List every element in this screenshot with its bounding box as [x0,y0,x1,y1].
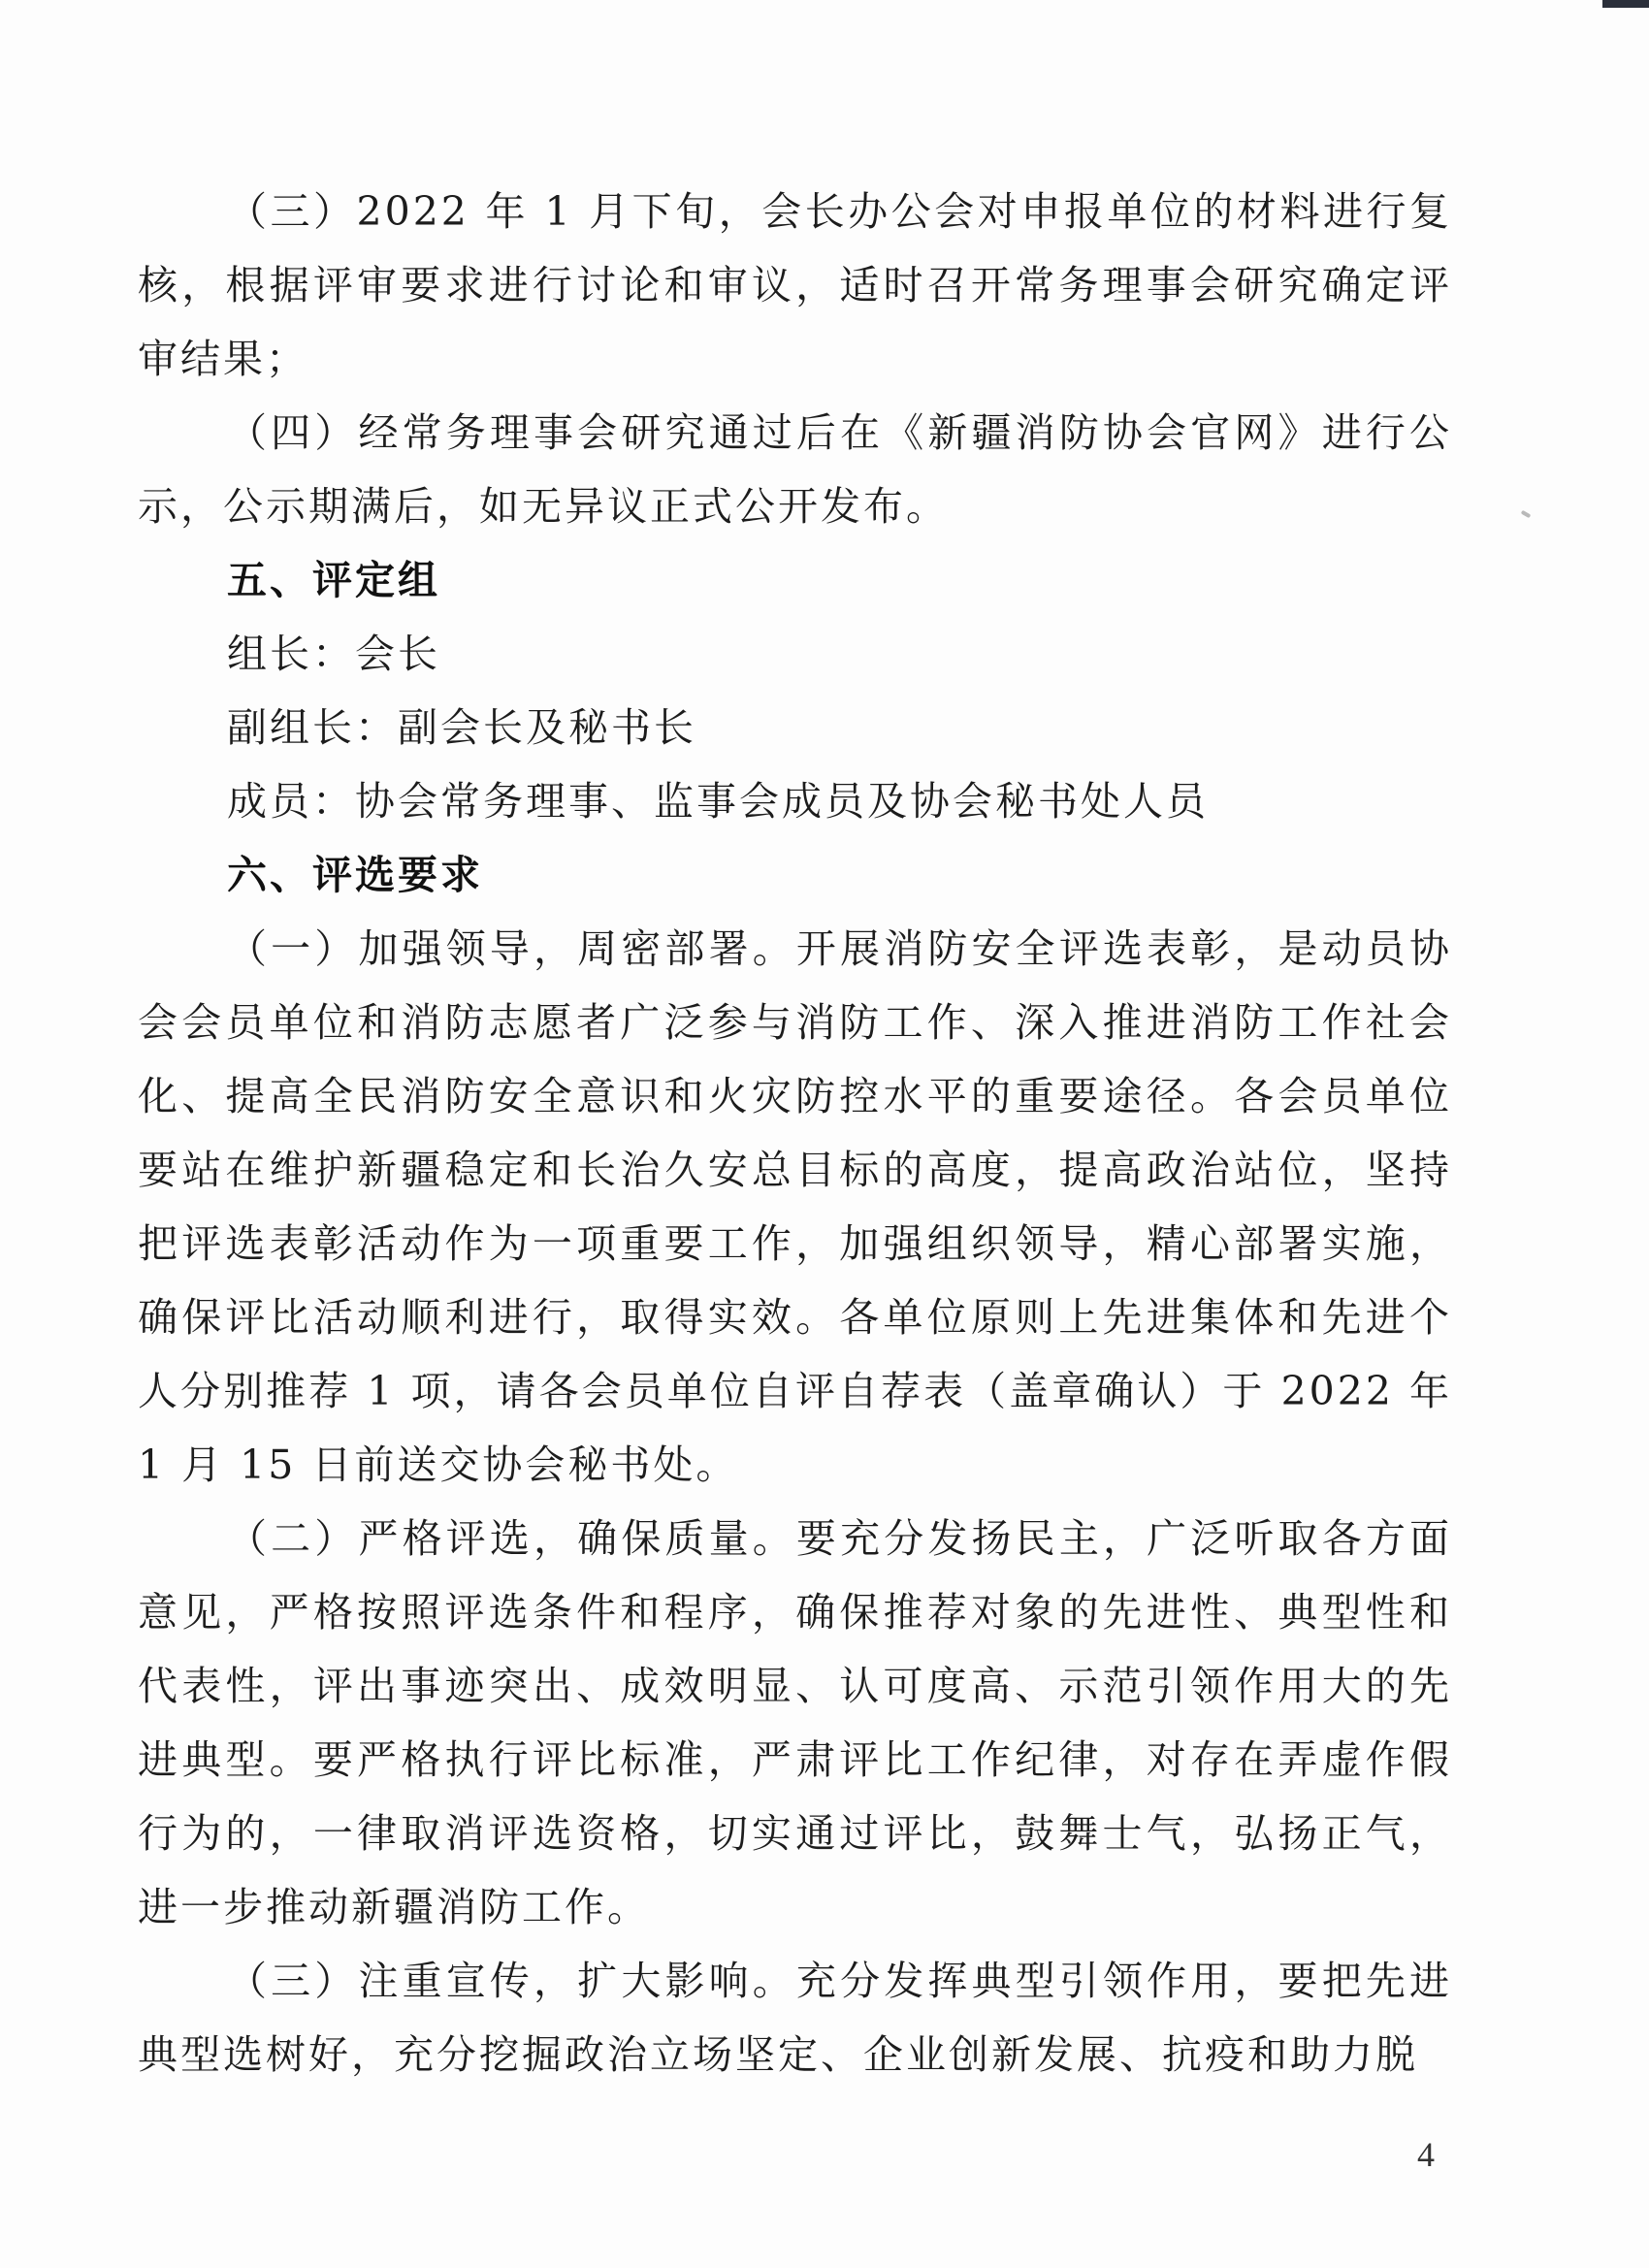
document-body [138,175,1452,2091]
paragraph-review-schedule: （三）2022 年 1 月下旬，会长办公会对申报单位的材料进行复核，根据评审要求进行讨论和审议，适时召开常务理事会研究确定评审结果； [138,188,1452,382]
page-number: 4 [1417,2135,1435,2174]
requirement-item-2: （二）严格评选，确保质量。要充分发扬民主，广泛听取各方面意见，严格按照评选条件和程序，确保推荐对象的先进性、典型性和代表性，评出事迹突出、成效明显、认可度高、示范引领作用大的先进典型。要严格执行评比标准，严肃评比工作纪律，对存在弄虚作假行为的，一律取消评选资格，切实通过评比，鼓舞士气，弘扬正气，进一步推动新疆消防工作。 [138,1515,1452,1930]
group-leader-line: 组长：会长 [227,631,440,677]
requirement-item-3: （三）注重宣传，扩大影响。充分发挥典型引领作用，要把先进典型选树好，充分挖掘政治立场坚定、企业创新发展、抗疫和助力脱 [138,1958,1452,2078]
scan-speck [1521,510,1532,518]
section-heading-requirements: 六、评选要求 [227,852,483,898]
group-deputy-line: 副组长：副会长及秘书长 [227,704,696,751]
section-heading-evaluation-group: 五、评定组 [227,557,440,603]
paragraph-publication: （四）经常务理事会研究通过后在《新疆消防协会官网》进行公示，公示期满后，如无异议正式公开发布。 [138,409,1452,530]
scan-corner-mark [1602,0,1649,8]
requirement-item-1: （一）加强领导，周密部署。开展消防安全评选表彰，是动员协会会员单位和消防志愿者广泛参与消防工作、深入推进消防工作社会化、提高全民消防安全意识和火灾防控水平的重要途径。各会员单位要站在维护新疆稳定和长治久安总目标的高度，提高政治站位，坚持把评选表彰活动作为一项重要工作，加强组织领导，精心部署实施，确保评比活动顺利进行，取得实效。各单位原则上先进集体和先进个人分别推荐 1 项，请各会员单位自评自荐表（盖章确认）于 2022 年 1 月 15 日前送交协会秘书处。 [138,925,1452,1488]
group-members-line: 成员：协会常务理事、监事会成员及协会秘书处人员 [227,778,1209,825]
